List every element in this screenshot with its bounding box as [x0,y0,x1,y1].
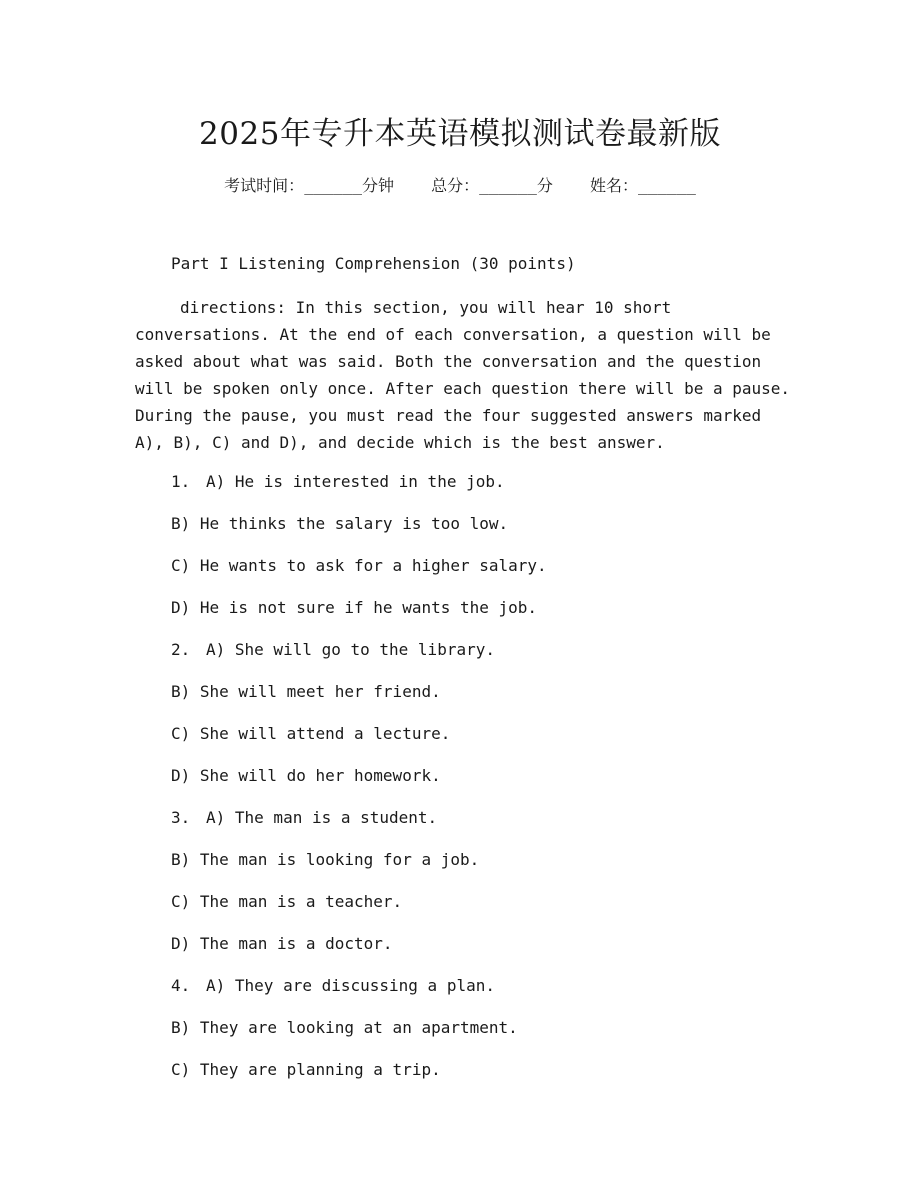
question-4-option-a [171,976,495,995]
question-2-option-b: B) She will meet her friend. [171,682,441,701]
exam-time-field [224,176,394,195]
question-2-option-c: C) She will attend a lecture. [171,724,451,743]
question-3-option-c: C) The man is a teacher. [171,892,403,911]
total-score-field [431,176,553,195]
exam-time-unit: 分钟 [361,176,394,195]
question-number: 2. [171,640,191,659]
option-text: A) He is interested in the job. [206,472,505,491]
question-4-option-c: C) They are planning a trip. [171,1060,441,1079]
option-text: A) She will go to the library. [206,640,495,659]
total-score-unit: 分 [536,176,553,195]
name-field [590,176,696,195]
question-3-option-a [171,808,437,827]
question-4-option-b: B) They are looking at an apartment. [171,1018,518,1037]
name-label: 姓名： [590,176,639,195]
section-heading: Part I Listening Comprehension (30 points) [171,254,576,273]
question-1-option-d: D) He is not sure if he wants the job. [171,598,538,617]
name-blank: ______ [638,176,696,195]
option-text: A) They are discussing a plan. [206,976,495,995]
question-2-option-a [171,640,495,659]
total-score-label: 总分： [431,176,480,195]
total-score-blank: ______ [479,176,537,195]
exam-time-blank: ______ [304,176,362,195]
question-1-option-a [171,472,505,491]
question-2-option-d: D) She will do her homework. [171,766,441,785]
question-3-option-b: B) The man is looking for a job. [171,850,480,869]
question-number: 4. [171,976,191,995]
question-1-option-c: C) He wants to ask for a higher salary. [171,556,547,575]
directions-paragraph: directions: In this section, you will hear 10 short conversations. At the end of each conversation, a question will be asked about what was said. Both the conversation and the question will be spoken only once. After each question there will be a pause. During the pause, you must read the four suggested answers marked A), B), C) and D), and decide which is the best answer. [135,298,791,452]
page-title: 2025年专升本英语模拟测试卷最新版 [199,116,721,152]
question-3-option-d: D) The man is a doctor. [171,934,393,953]
exam-time-label: 考试时间： [224,176,305,195]
question-1-option-b: B) He thinks the salary is too low. [171,514,509,533]
option-text: A) The man is a student. [206,808,438,827]
exam-info [0,173,920,196]
question-number: 3. [171,808,191,827]
question-number: 1. [171,472,191,491]
